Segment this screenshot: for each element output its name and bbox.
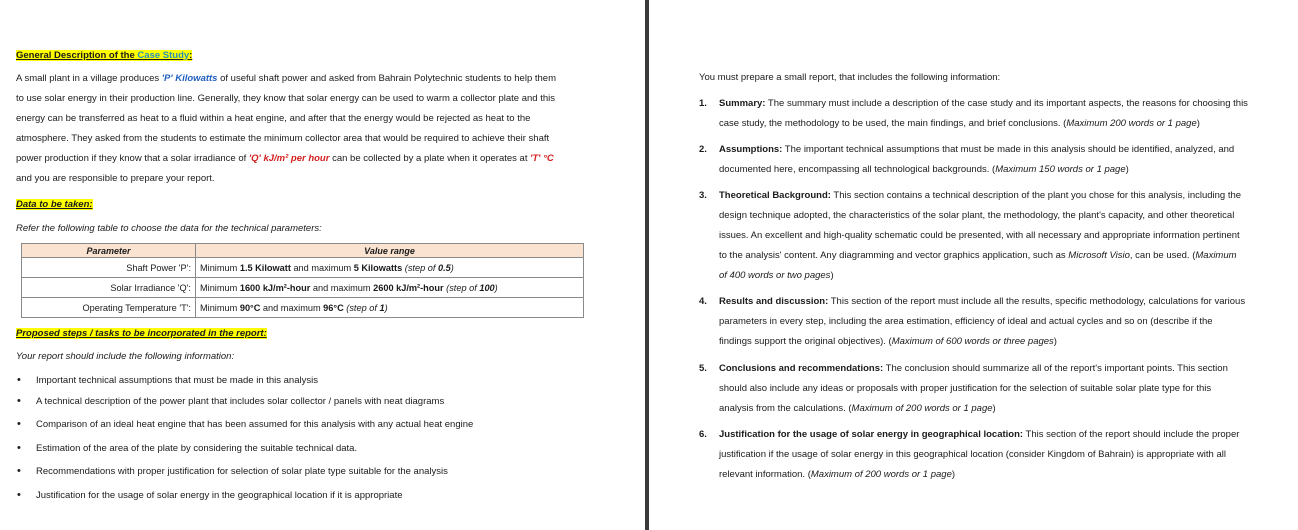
steps-heading: Proposed steps / tasks to be incorporated in the report: [16,328,267,339]
item-number: 1. [699,98,707,109]
conclusions-line-1: Conclusions and recommendations: The conclusion should summarize all of the report's important points. This section [719,363,1228,374]
item-number: 3. [699,190,707,201]
para-line-5: power production if they know that a solar irradiance of 'Q' kJ/m² per hour can be collected by a plate when it operates at 'T' °C [16,153,554,164]
results-line-3: findings support the original objectives). (Maximum of 600 words or three pages) [719,336,1057,347]
para-line-6: and you are responsible to prepare your report. [16,173,215,184]
para-line-2: to use solar energy in their production line. Generally, they know that solar energy can be used to warm a collector plate and this [16,93,555,104]
background-line-2: design technique adopted, the characteristics of the solar plant, the methodology, the plant's capacity, and other theoretical [719,210,1235,221]
table-intro: Refer the following table to choose the data for the technical parameters: [16,223,322,234]
table-row [22,298,584,318]
parameter-table [21,243,584,318]
steps-intro: Your report should include the following information: [16,351,235,362]
item-number: 5. [699,363,707,374]
para-line-1: A small plant in a village produces 'P' Kilowatts of useful shaft power and asked from Bahrain Polytechnic students to help them [16,73,556,84]
conclusions-line-2: should also include any ideas or proposals with proper justification for the selection of suitable solar plate type for this [719,383,1212,394]
assumptions-line-2: documented here, encompassing all technological backgrounds. (Maximum 150 words or 1 page) [719,164,1129,175]
table-header-row [22,244,584,258]
report-intro: You must prepare a small report, that includes the following information: [699,72,1001,83]
justification-line-3: relevant information. (Maximum of 200 words or 1 page) [719,469,956,480]
param-cell: Shaft Power 'P': [22,258,196,278]
assumptions-line-1: Assumptions: The important technical assumptions that must be made in this analysis should be identified, analyzed, and [719,144,1235,155]
summary-line-1: Summary: The summary must include a description of the case study and its important aspects, the reasons for choosing this [719,98,1248,109]
value-cell: Minimum 1600 kJ/m²-hour and maximum 2600 kJ/m²-hour (step of 100) [196,278,584,298]
background-line-1: Theoretical Background: This section contains a technical description of the plant you chose for this analysis, including the [719,190,1242,201]
param-cell: Solar Irradiance 'Q': [22,278,196,298]
value-cell: Minimum 1.5 Kilowatt and maximum 5 Kilowatts (step of 0.5) [196,258,584,278]
para-line-3: energy can be transferred as heat to a fluid within a heat engine, and after that the energy would be rejected as heat to the [16,113,531,124]
summary-line-2: case study, the methodology to be used, the main findings, and brief conclusions. (Maximum 200 words or 1 page) [719,118,1200,129]
results-line-1: Results and discussion: This section of the report must include all the results, specific methodology, calculations for various [719,296,1246,307]
table-row [22,278,584,298]
background-line-3: issues. An excellent and high-quality schematic could be presented, with all necessary and appropriate information pertinent [719,230,1240,241]
background-line-5: of 400 words or two pages) [719,270,834,281]
table-row [22,258,584,278]
case-study-heading: General Description of the Case Study: [16,50,193,61]
conclusions-line-3: analysis from the calculations. (Maximum of 200 words or 1 page) [719,403,996,414]
item-number: 6. [699,429,707,440]
justification-line-1: Justification for the usage of solar energy in geographical location: This section of the report should include the proper [719,429,1240,440]
background-line-4: to the analysis' content. Any diagramming and vector graphics application, such as Microsoft Visio, can be used. (Maximum [719,250,1237,261]
item-number: 2. [699,144,707,155]
param-cell: Operating Temperature 'T': [22,298,196,318]
results-line-2: parameters in every step, including the area estimation, efficiency of ideal and actual cycles and so on (describe if the [719,316,1213,327]
para-line-4: atmosphere. They asked from the students to estimate the minimum collector area that would be required to achieve their shaft [16,133,550,144]
value-header: Value range [196,244,584,258]
data-heading: Data to be taken: [16,199,93,210]
justification-line-2: justification if the usage of solar energy in this geographical location (consider Kingdom of Bahrain) is appropriate with all [719,449,1226,460]
value-cell: Minimum 90°C and maximum 96°C (step of 1) [196,298,584,318]
param-header: Parameter [22,244,196,258]
item-number: 4. [699,296,707,307]
